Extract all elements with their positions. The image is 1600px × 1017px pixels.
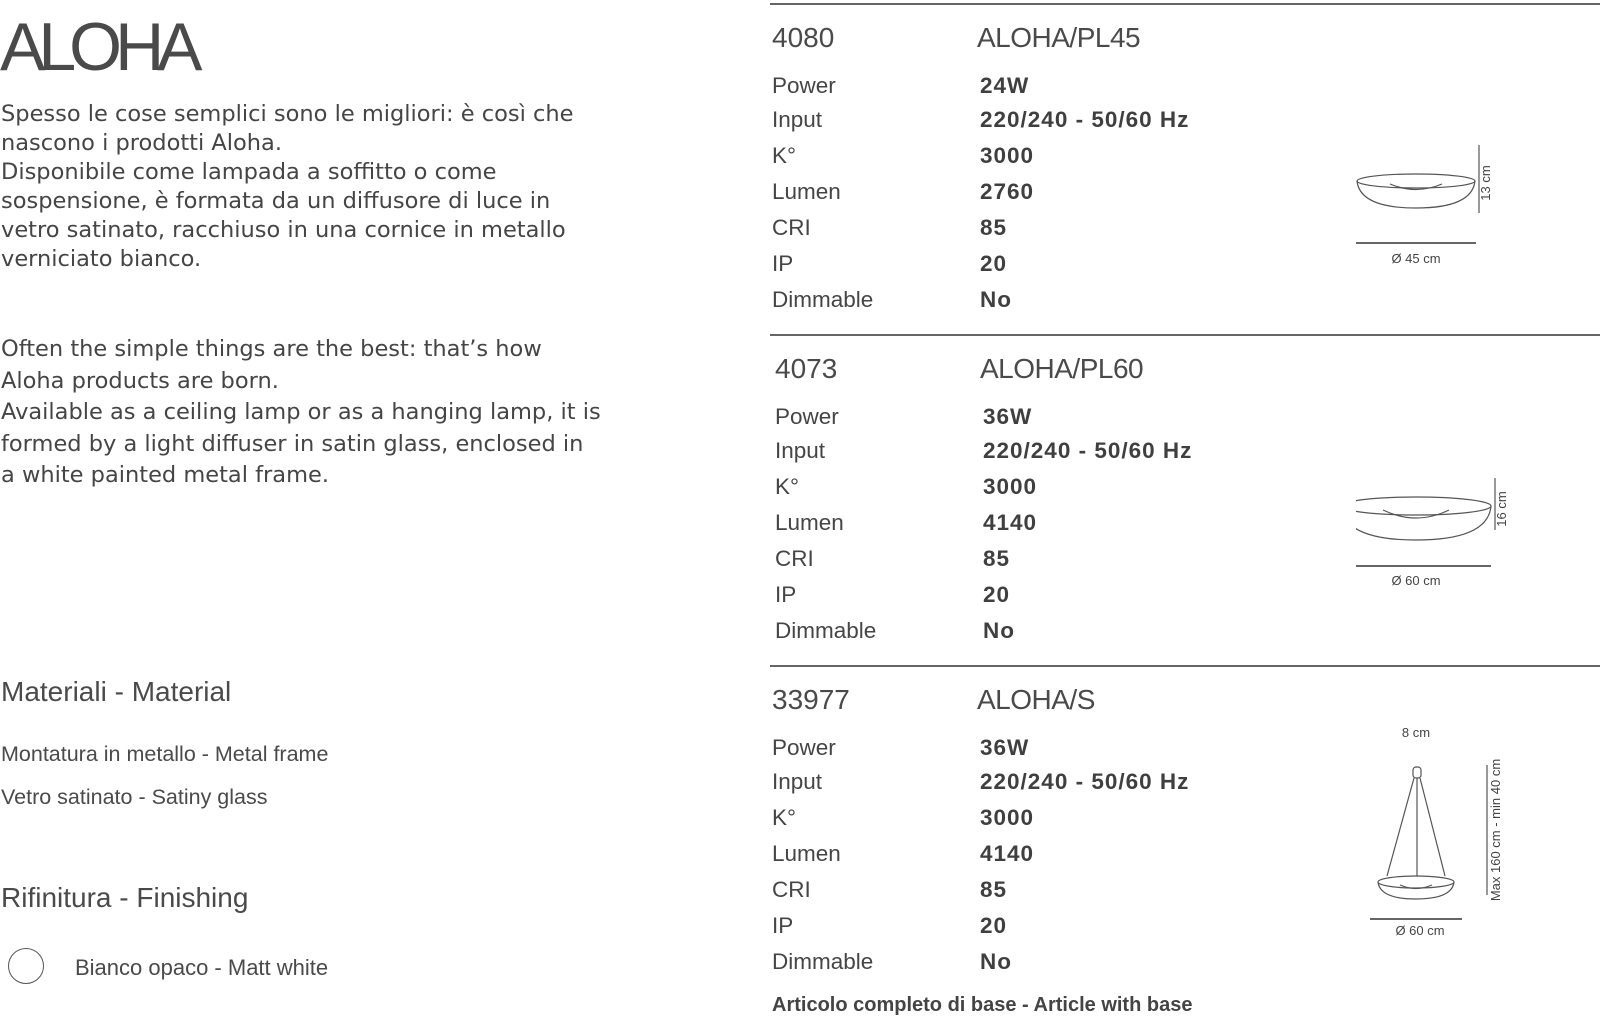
spec-value: No [983, 618, 1015, 643]
spec-row-ip [772, 251, 1332, 281]
spec-row-power [772, 73, 1332, 103]
spec-label: CRI [772, 877, 811, 902]
description-line: sospensione, è formata da un diffusore di luce in [1, 188, 551, 214]
product-model: ALOHA/PL60 [980, 353, 1144, 384]
material-item-glass: Vetro satinato - Satiny glass [1, 785, 268, 809]
lamp-drawing-pl60 [1356, 334, 1600, 664]
material-item-frame: Montatura in metallo - Metal frame [1, 742, 329, 766]
spec-label: Lumen [775, 510, 844, 535]
spec-row-input [775, 438, 1335, 468]
spec-value: No [980, 287, 1012, 312]
lamp-drawing-pl45 [1356, 3, 1600, 333]
spec-label: K° [772, 805, 797, 830]
spec-label: CRI [775, 546, 814, 571]
spec-value: 4140 [983, 510, 1038, 535]
spec-value: 220/240 - 50/60 Hz [980, 107, 1190, 132]
spec-value: 220/240 - 50/60 Hz [980, 769, 1190, 794]
description-line: Aloha products are born. [1, 367, 279, 394]
dimension-height-label: 16 cm [1494, 491, 1509, 527]
description-line: Often the simple things are the best: that’s how [1, 336, 542, 362]
spec-value: 220/240 - 50/60 Hz [983, 438, 1193, 463]
dimension-diameter-label: Ø 60 cm [1395, 923, 1445, 938]
spec-row-dimmable [772, 287, 1332, 317]
spec-row-cri [772, 877, 1332, 907]
spec-label: Dimmable [772, 949, 874, 974]
spec-value: 85 [980, 215, 1008, 240]
spec-row-lumen [775, 510, 1335, 540]
spec-value: 36W [983, 404, 1033, 429]
spec-value: 3000 [983, 474, 1038, 499]
spec-value: No [980, 949, 1012, 974]
spec-row-cri [775, 546, 1335, 576]
spec-value: 24W [980, 73, 1030, 98]
product-block-4080 [770, 3, 1600, 333]
dimension-canopy-label: 8 cm [1401, 725, 1431, 740]
spec-row-dimmable [772, 949, 1332, 979]
dimension-height-label: Max 160 cm - min 40 cm [1488, 758, 1503, 902]
spec-row-lumen [772, 841, 1332, 871]
spec-label: Input [772, 107, 823, 132]
spec-value: 85 [983, 546, 1011, 571]
spec-row-ip [775, 582, 1335, 612]
product-model: ALOHA/PL45 [977, 22, 1141, 53]
spec-value: 85 [980, 877, 1008, 902]
spec-row-kelvin [772, 143, 1332, 173]
spec-value: 4140 [980, 841, 1035, 866]
description-line: formed by a light diffuser in satin glass, enclosed in [1, 430, 584, 457]
spec-row-lumen [772, 179, 1332, 209]
description-line: verniciato bianco. [1, 246, 202, 272]
finishing-title: Rifinitura - Finishing [1, 882, 249, 913]
spec-label: Power [772, 735, 836, 760]
spec-row-cri [772, 215, 1332, 245]
dimension-height-label: 13 cm [1478, 165, 1493, 201]
spec-label: Lumen [772, 841, 841, 866]
spec-row-ip [772, 913, 1332, 943]
materials-title: Materiali - Material [1, 676, 232, 707]
spec-row-kelvin [775, 474, 1335, 504]
spec-row-input [772, 769, 1332, 799]
brand-title: ALOHA [0, 9, 196, 85]
spec-value: 36W [980, 735, 1030, 760]
dimension-diameter-label: Ø 60 cm [1391, 573, 1441, 588]
spec-value: 3000 [980, 805, 1035, 830]
spec-label: Power [775, 404, 839, 429]
base-note: Articolo completo di base - Article with base [772, 994, 1193, 1016]
spec-row-power [775, 404, 1335, 434]
product-code: 4073 [775, 353, 838, 384]
spec-label: CRI [772, 215, 811, 240]
spec-label: IP [775, 582, 797, 607]
description-line: nascono i prodotti Aloha. [1, 130, 282, 156]
spec-value: 3000 [980, 143, 1035, 168]
spec-label: Input [772, 769, 823, 794]
description-english [1, 334, 601, 492]
spec-value: 20 [983, 582, 1011, 607]
spec-label: Input [775, 438, 826, 463]
ceiling-lamp-icon [1356, 145, 1479, 243]
spec-value: 20 [980, 913, 1008, 938]
lamp-drawing-suspension [1356, 665, 1600, 965]
description-line: Disponibile come lampada a soffitto o come [1, 159, 497, 185]
spec-label: Dimmable [772, 287, 874, 312]
spec-label: K° [772, 143, 797, 168]
product-code: 4080 [772, 22, 835, 53]
spec-label: Lumen [772, 179, 841, 204]
product-block-33977 [770, 665, 1600, 995]
product-model: ALOHA/S [977, 684, 1095, 715]
spec-value: 20 [980, 251, 1008, 276]
product-block-4073 [770, 334, 1600, 664]
finish-swatch-matt-white [8, 948, 44, 984]
finish-label: Bianco opaco - Matt white [75, 955, 329, 980]
spec-row-input [772, 107, 1332, 137]
spec-row-dimmable [775, 618, 1335, 648]
ceiling-lamp-icon [1356, 478, 1495, 566]
spec-label: Power [772, 73, 836, 98]
spec-value: 2760 [980, 179, 1035, 204]
spec-label: IP [772, 913, 794, 938]
spec-label: K° [775, 474, 800, 499]
pendant-lamp-icon [1370, 765, 1487, 919]
description-line: vetro satinato, racchiuso in una cornice in metallo [1, 217, 566, 243]
spec-row-kelvin [772, 805, 1332, 835]
description-italian [1, 100, 574, 274]
description-line: a white painted metal frame. [1, 462, 329, 488]
product-code: 33977 [772, 684, 850, 715]
dimension-diameter-label: Ø 45 cm [1391, 251, 1441, 266]
spec-label: IP [772, 251, 794, 276]
description-line: Available as a ceiling lamp or as a hanging lamp, it is [1, 399, 601, 425]
description-line: Spesso le cose semplici sono le migliori: è così che [1, 101, 574, 127]
spec-row-power [772, 735, 1332, 765]
spec-label: Dimmable [775, 618, 877, 643]
